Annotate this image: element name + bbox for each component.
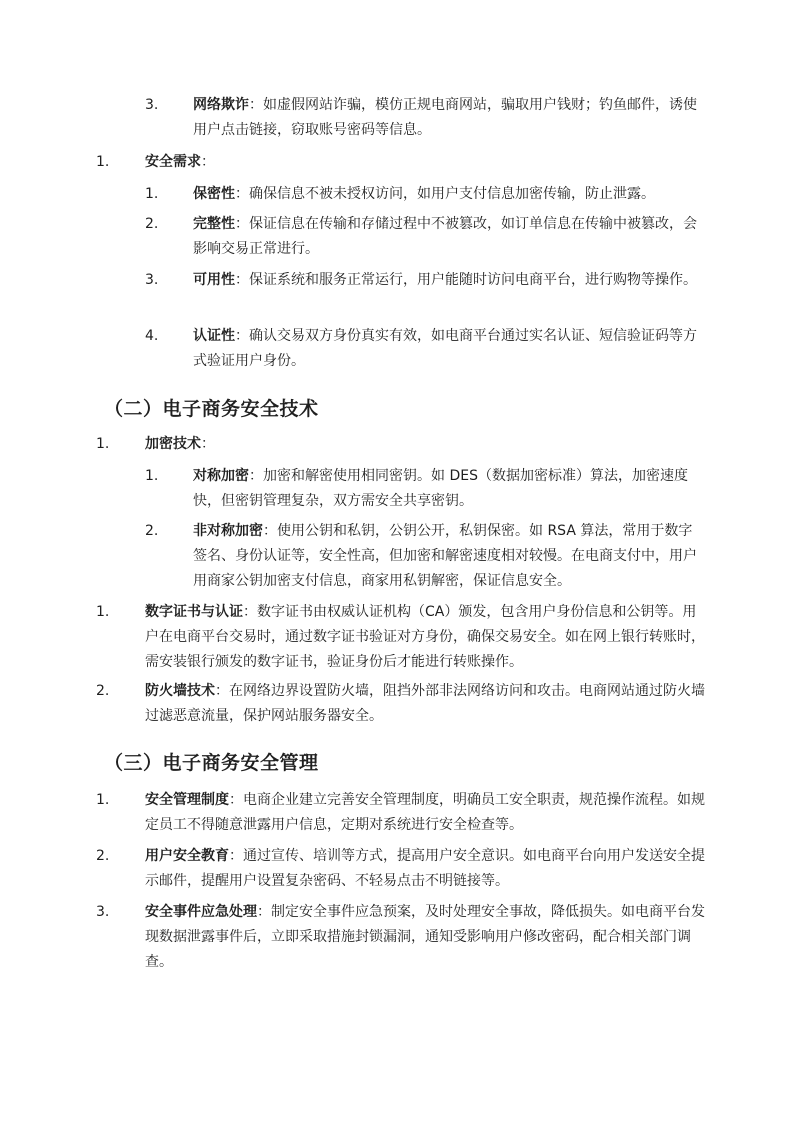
list-item-text bbox=[145, 788, 705, 838]
term: 认证性 bbox=[193, 328, 235, 344]
list-item-text bbox=[193, 268, 705, 293]
list-number: 2. bbox=[145, 216, 159, 232]
description: ：确认交易双方身份真实有效，如电商平台通过实名认证、短信验证码等方式验证用户身份。 bbox=[193, 328, 697, 369]
list-item-text bbox=[193, 212, 705, 262]
list-item-text bbox=[145, 432, 705, 457]
description: ：在网络边界设置防火墙，阻挡外部非法网络访问和攻击。电商网站通过防火墙过滤恶意流量，保护网站服务器安全。 bbox=[145, 683, 705, 724]
description: ：制定安全事件应急预案，及时处理安全事故，降低损失。如电商平台发现数据泄露事件后，立即采取措施封锁漏洞，通知受影响用户修改密码，配合相关部门调查。 bbox=[145, 904, 705, 970]
term: 对称加密 bbox=[193, 468, 249, 484]
list-item-text bbox=[193, 93, 705, 143]
description: ：加密和解密使用相同密钥。如 DES（数据加密标准）算法，加密速度快，但密钥管理复杂，双方需安全共享密钥。 bbox=[193, 468, 688, 509]
list-item-text bbox=[193, 464, 705, 514]
list-number: 4. bbox=[145, 328, 159, 344]
term: 安全事件应急处理 bbox=[145, 904, 257, 920]
list-item-text bbox=[193, 182, 705, 207]
description: ： bbox=[201, 154, 215, 170]
list-number: 1. bbox=[96, 792, 110, 808]
term: 用户安全教育 bbox=[145, 848, 229, 864]
list-item-text bbox=[145, 844, 705, 894]
term: 可用性 bbox=[193, 272, 235, 288]
description: ：电商企业建立完善安全管理制度，明确员工安全职责，规范操作流程。如规定员工不得随意泄露用户信息，定期对系统进行安全检查等。 bbox=[145, 792, 705, 833]
list-number: 1. bbox=[96, 154, 110, 170]
list-number: 1. bbox=[96, 604, 110, 620]
list-item-text bbox=[145, 679, 705, 729]
section-heading: （二）电子商务安全技术 bbox=[104, 398, 319, 420]
description: ：保证信息在传输和存储过程中不被篡改，如订单信息在传输中被篡改，会影响交易正常进行。 bbox=[193, 216, 697, 257]
list-number: 3. bbox=[145, 97, 159, 113]
list-item-text bbox=[145, 600, 705, 675]
list-number: 3. bbox=[145, 272, 159, 288]
list-number: 2. bbox=[145, 523, 159, 539]
term: 网络欺诈 bbox=[193, 97, 249, 113]
term: 非对称加密 bbox=[193, 523, 263, 539]
description: ：数字证书由权威认证机构（CA）颁发，包含用户身份信息和公钥等。用户在电商平台交易时，通过数字证书验证对方身份，确保交易安全。如在网上银行转账时，需安装银行颁发的数字证书，验证身份后才能进行转账操作。 bbox=[145, 604, 705, 670]
term: 安全管理制度 bbox=[145, 792, 229, 808]
list-number: 1. bbox=[96, 436, 110, 452]
list-item-text bbox=[145, 900, 705, 975]
term: 数字证书与认证 bbox=[145, 604, 243, 620]
description: ：确保信息不被未授权访问，如用户支付信息加密传输，防止泄露。 bbox=[235, 186, 655, 202]
description: ：通过宣传、培训等方式，提高用户安全意识。如电商平台向用户发送安全提示邮件，提醒用户设置复杂密码、不轻易点击不明链接等。 bbox=[145, 848, 705, 889]
list-item-text bbox=[193, 519, 705, 594]
description: ：使用公钥和私钥，公钥公开，私钥保密。如 RSA 算法，常用于数字签名、身份认证等，安全性高，但加密和解密速度相对较慢。在电商支付中，用户用商家公钥加密支付信息，商家用私钥解密，保证信息安全。 bbox=[193, 523, 697, 589]
description: ：保证系统和服务正常运行，用户能随时访问电商平台，进行购物等操作。 bbox=[235, 272, 697, 288]
term: 安全需求 bbox=[145, 154, 201, 170]
list-item-text bbox=[145, 150, 705, 175]
list-number: 1. bbox=[145, 186, 159, 202]
list-number: 3. bbox=[96, 904, 110, 920]
description: ：如虚假网站诈骗，模仿正规电商网站，骗取用户钱财；钓鱼邮件，诱使用户点击链接，窃取账号密码等信息。 bbox=[193, 97, 697, 138]
term: 加密技术 bbox=[145, 436, 201, 452]
term: 完整性 bbox=[193, 216, 235, 232]
list-number: 1. bbox=[145, 468, 159, 484]
list-number: 2. bbox=[96, 848, 110, 864]
list-item-text bbox=[193, 324, 705, 374]
section-heading: （三）电子商务安全管理 bbox=[104, 752, 319, 774]
list-number: 2. bbox=[96, 683, 110, 699]
term: 保密性 bbox=[193, 186, 235, 202]
description: ： bbox=[201, 436, 215, 452]
term: 防火墙技术 bbox=[145, 683, 215, 699]
